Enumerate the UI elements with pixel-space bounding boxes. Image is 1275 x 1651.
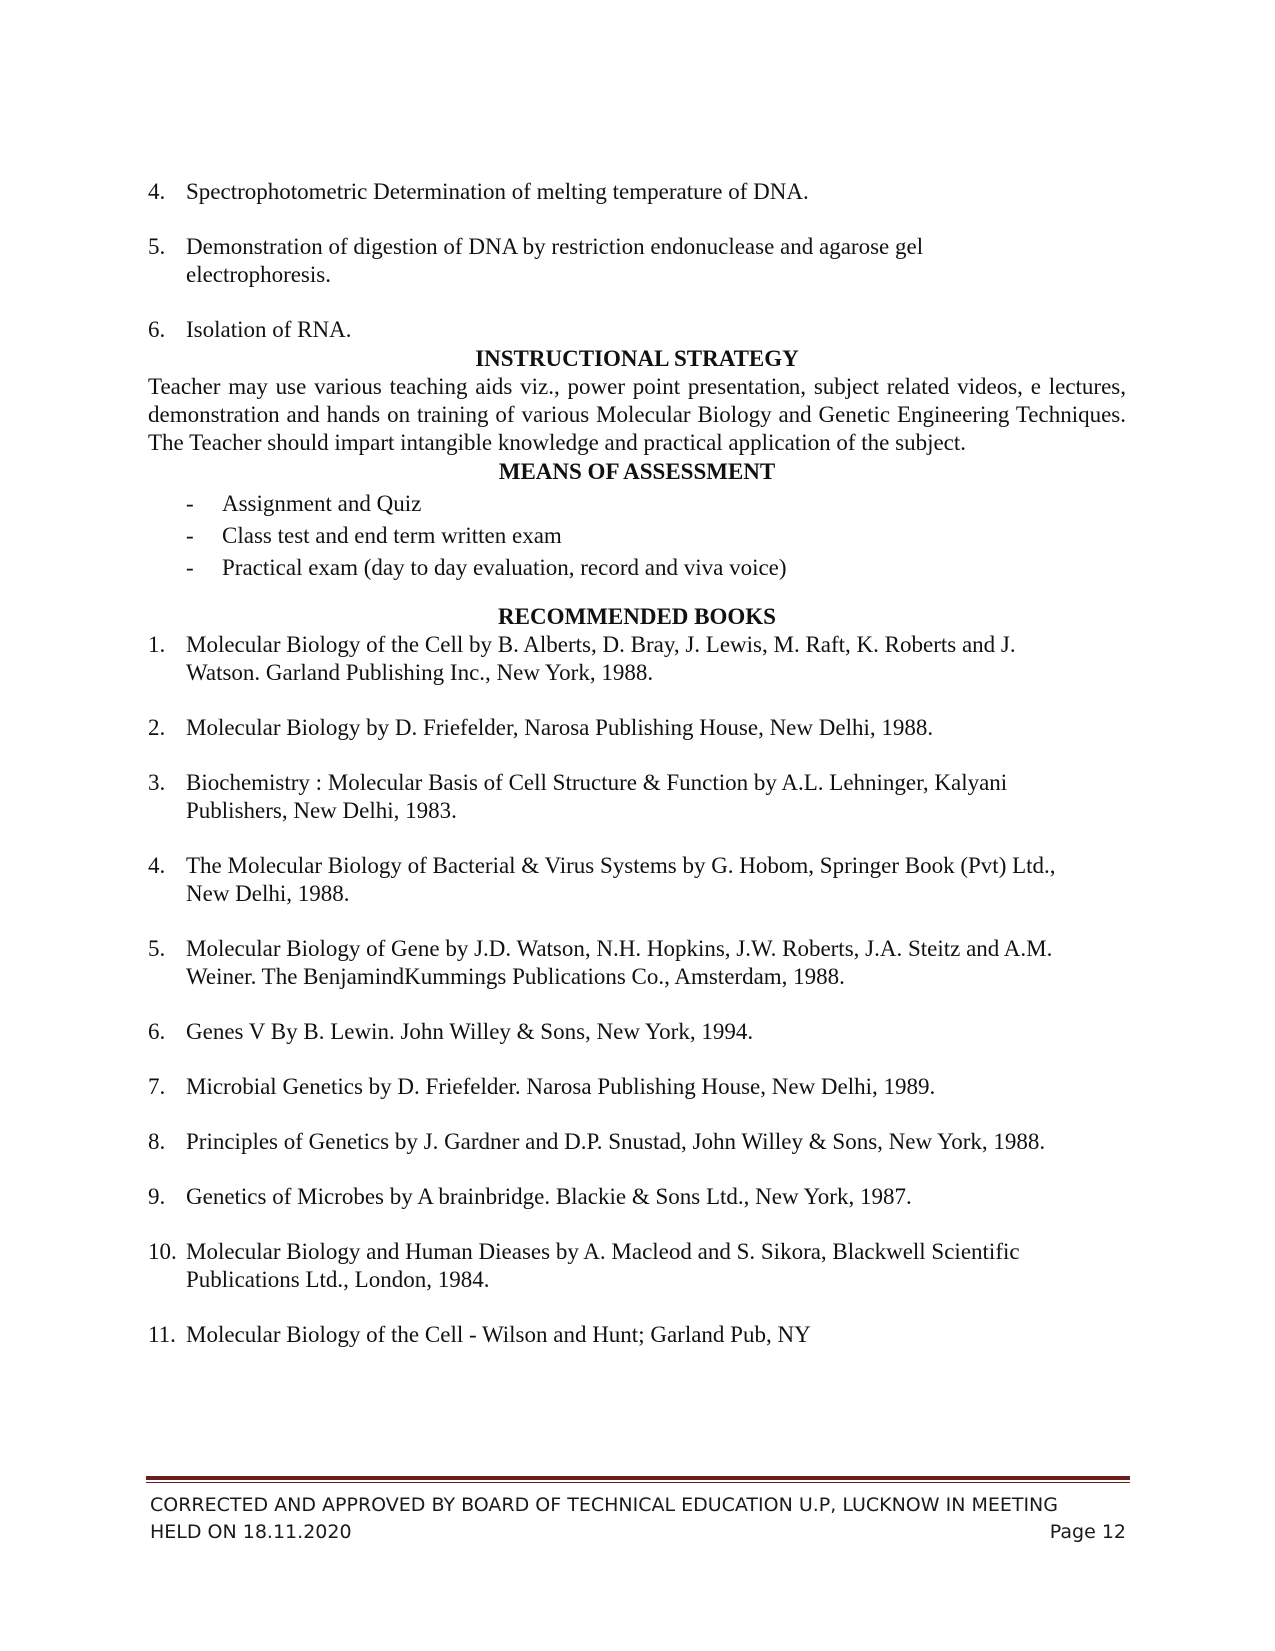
- book-item: [148, 1128, 1126, 1156]
- list-item: [148, 488, 1126, 520]
- footer-meeting-date: HELD ON 18.11.2020: [150, 1521, 352, 1543]
- footer-divider: [146, 1476, 1130, 1480]
- book-text: Molecular Biology of the Cell by B. Alberts, D. Bray, J. Lewis, M. Raft, K. Roberts and J. Watson. Garland Publishing Inc., New York, 1988.: [186, 632, 1016, 685]
- footer-second-line: [150, 1519, 1126, 1546]
- book-item: [148, 1018, 1126, 1046]
- list-item-number: 10.: [148, 1239, 177, 1264]
- book-text: Molecular Biology of Gene by J.D. Watson, N.H. Hopkins, J.W. Roberts, J.A. Steitz and A.M. Weiner. The BenjamindKummings Publications Co., Amsterdam, 1988.: [186, 936, 1053, 989]
- footer-approval-line: CORRECTED AND APPROVED BY BOARD OF TECHNICAL EDUCATION U.P, LUCKNOW IN MEETING: [150, 1494, 1058, 1516]
- bullet-dash: -: [186, 555, 194, 580]
- book-text: Microbial Genetics by D. Friefelder. Narosa Publishing House, New Delhi, 1989.: [186, 1074, 936, 1099]
- list-item-number: 11.: [148, 1322, 176, 1347]
- book-text: Molecular Biology by D. Friefelder, Narosa Publishing House, New Delhi, 1988.: [186, 715, 934, 740]
- list-item: [148, 178, 1126, 206]
- list-item-number: 4.: [148, 853, 166, 878]
- list-item-text: Class test and end term written exam: [222, 523, 562, 548]
- list-item: [148, 552, 1126, 584]
- list-item-number: 6.: [148, 317, 166, 342]
- instructional-strategy-heading: INSTRUCTIONAL STRATEGY: [475, 346, 799, 371]
- book-item: [148, 631, 1126, 687]
- book-text: Genetics of Microbes by A brainbridge. Blackie & Sons Ltd., New York, 1987.: [186, 1184, 912, 1209]
- bullet-dash: -: [186, 523, 194, 548]
- book-text: Principles of Genetics by J. Gardner and D.P. Snustad, John Willey & Sons, New York, 1988.: [186, 1129, 1046, 1154]
- lab-experiment-list: [148, 178, 1126, 344]
- list-item-number: 5.: [148, 936, 166, 961]
- book-item: [148, 1238, 1126, 1294]
- book-text: The Molecular Biology of Bacterial & Virus Systems by G. Hobom, Springer Book (Pvt) Ltd., New Delhi, 1988.: [186, 853, 1056, 906]
- book-text: Genes V By B. Lewin. John Willey & Sons, New York, 1994.: [186, 1019, 754, 1044]
- book-text: Molecular Biology and Human Dieases by A. Macleod and S. Sikora, Blackwell Scientific Publications Ltd., London, 1984.: [186, 1239, 1020, 1292]
- book-item: [148, 1073, 1126, 1101]
- book-item: [148, 935, 1126, 991]
- list-item-number: 9.: [148, 1184, 166, 1209]
- book-item: [148, 769, 1126, 825]
- book-item: [148, 1183, 1126, 1211]
- means-of-assessment-heading: MEANS OF ASSESSMENT: [498, 459, 776, 484]
- list-item-number: 3.: [148, 770, 166, 795]
- recommended-books-heading: RECOMMENDED BOOKS: [498, 604, 776, 629]
- book-text: Molecular Biology of the Cell - Wilson and Hunt; Garland Pub, NY: [186, 1322, 811, 1347]
- list-item-number: 6.: [148, 1019, 166, 1044]
- assessment-list: [148, 488, 1126, 584]
- list-item-text: Isolation of RNA.: [186, 317, 352, 342]
- book-text: Biochemistry : Molecular Basis of Cell Structure & Function by A.L. Lehninger, Kalyani Publishers, New Delhi, 1983.: [186, 770, 1008, 823]
- bullet-dash: -: [186, 491, 194, 516]
- list-item-text: Assignment and Quiz: [222, 491, 422, 516]
- list-item: [148, 316, 1126, 344]
- page-content: [148, 178, 1126, 1349]
- list-item-number: 7.: [148, 1074, 166, 1099]
- recommended-books-list: [148, 631, 1126, 1349]
- instructional-strategy-text: Teacher may use various teaching aids viz., power point presentation, subject related videos, e lectures, demonstration and hands on training of various Molecular Biology and Genetic Engineering Techniques. The Teacher should impart intangible knowledge and practical application of the subject.: [148, 374, 1126, 455]
- list-item-text: Spectrophotometric Determination of melting temperature of DNA.: [186, 179, 809, 204]
- list-item-number: 2.: [148, 715, 166, 740]
- list-item-number: 8.: [148, 1129, 166, 1154]
- list-item-number: 5.: [148, 234, 166, 259]
- list-item-text: Practical exam (day to day evaluation, record and viva voice): [222, 555, 787, 580]
- book-item: [148, 1321, 1126, 1349]
- list-item-number: 4.: [148, 179, 166, 204]
- list-item-text: Demonstration of digestion of DNA by restriction endonuclease and agarose gel electrophoresis.: [186, 234, 924, 287]
- page-number: Page 12: [1049, 1521, 1126, 1543]
- list-item: [148, 520, 1126, 552]
- list-item-number: 1.: [148, 632, 166, 657]
- page-footer: [150, 1492, 1126, 1546]
- list-item: [148, 233, 1126, 289]
- book-item: [148, 714, 1126, 742]
- book-item: [148, 852, 1126, 908]
- footer-divider-thin: [146, 1482, 1130, 1483]
